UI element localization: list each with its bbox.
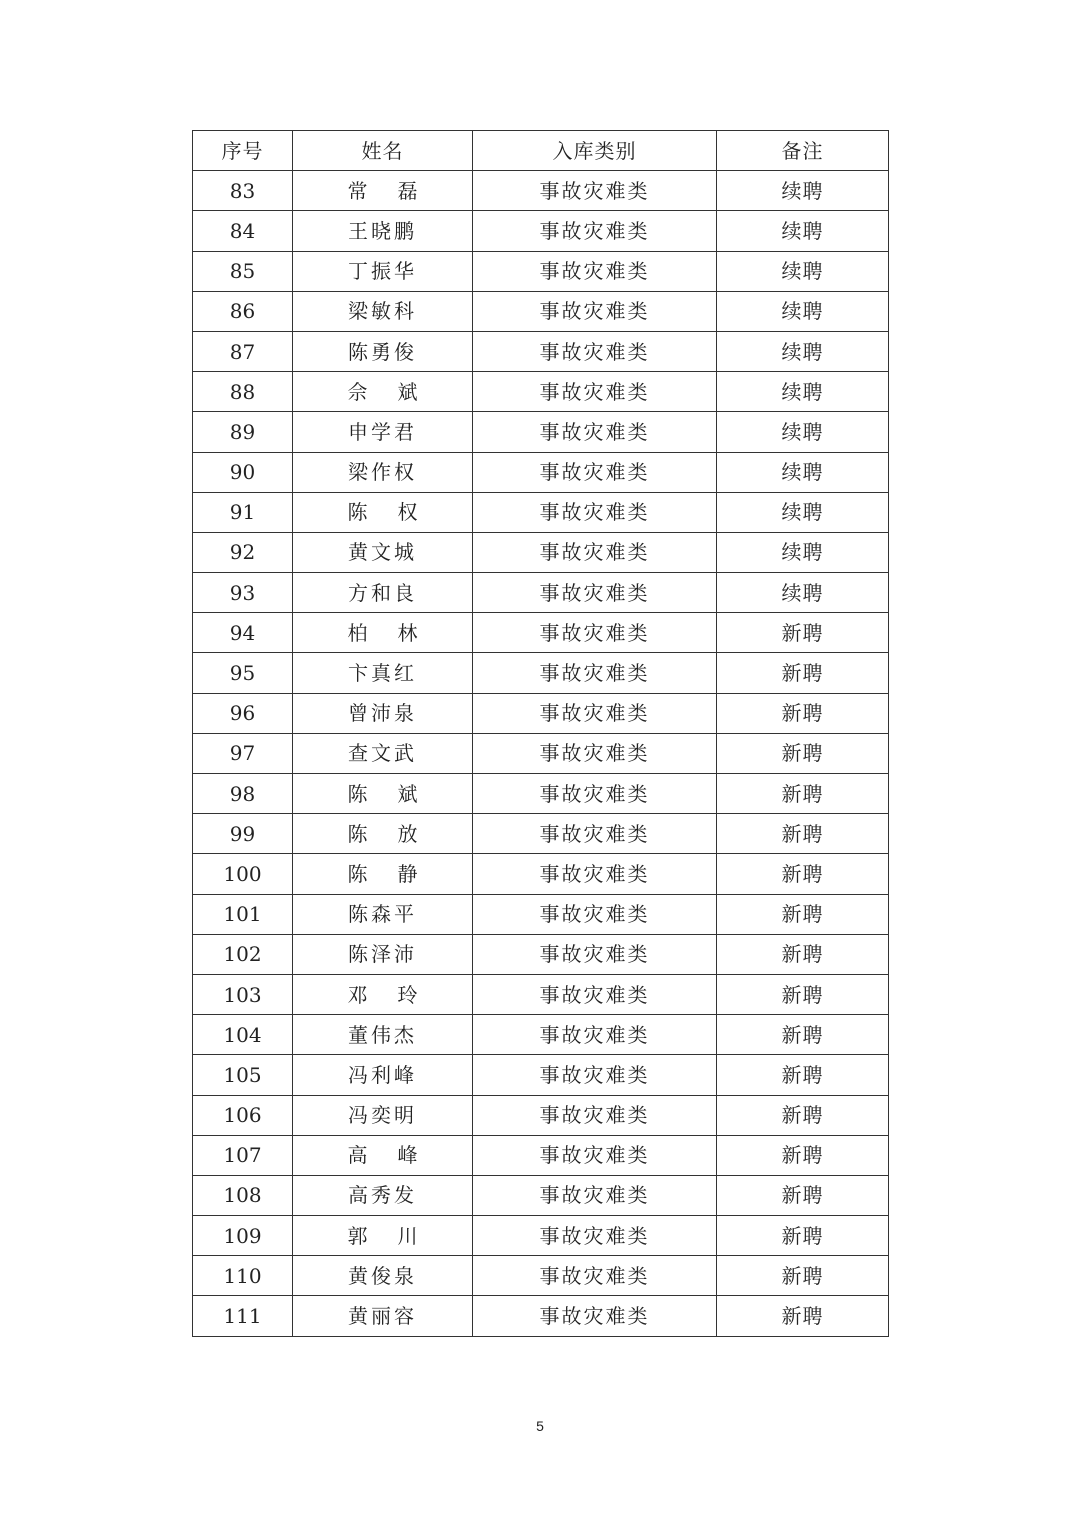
name-cell: 曾沛泉 xyxy=(293,693,473,733)
header-name: 姓名 xyxy=(293,131,473,171)
table-row xyxy=(193,331,889,371)
remarks-cell: 新聘 xyxy=(717,774,889,814)
serial-number-cell: 97 xyxy=(193,733,293,773)
name-cell: 黄丽容 xyxy=(293,1296,473,1336)
category-cell: 事故灾难类 xyxy=(473,452,717,492)
category-cell: 事故灾难类 xyxy=(473,774,717,814)
table-row xyxy=(193,974,889,1014)
name-cell: 高秀发 xyxy=(293,1175,473,1215)
page-number: 5 xyxy=(536,1418,544,1434)
name-cell: 黄俊泉 xyxy=(293,1256,473,1296)
table-row xyxy=(193,211,889,251)
table-row xyxy=(193,1175,889,1215)
table-row xyxy=(193,894,889,934)
serial-number-cell: 96 xyxy=(193,693,293,733)
category-cell: 事故灾难类 xyxy=(473,974,717,1014)
category-cell: 事故灾难类 xyxy=(473,1216,717,1256)
remarks-cell: 续聘 xyxy=(717,372,889,412)
remarks-cell: 新聘 xyxy=(717,1216,889,1256)
table-row xyxy=(193,251,889,291)
category-cell: 事故灾难类 xyxy=(473,372,717,412)
table-row xyxy=(193,452,889,492)
serial-number-cell: 102 xyxy=(193,934,293,974)
category-cell: 事故灾难类 xyxy=(473,573,717,613)
table-row xyxy=(193,733,889,773)
category-cell: 事故灾难类 xyxy=(473,492,717,532)
table-header xyxy=(193,131,889,171)
remarks-cell: 续聘 xyxy=(717,291,889,331)
remarks-cell: 新聘 xyxy=(717,1055,889,1095)
serial-number-cell: 86 xyxy=(193,291,293,331)
table-row xyxy=(193,1055,889,1095)
table-row xyxy=(193,1216,889,1256)
name-cell: 常磊 xyxy=(293,171,473,211)
name-cell: 柏林 xyxy=(293,613,473,653)
serial-number-cell: 107 xyxy=(193,1135,293,1175)
serial-number-cell: 100 xyxy=(193,854,293,894)
name-cell: 陈斌 xyxy=(293,774,473,814)
name-cell: 邓玲 xyxy=(293,974,473,1014)
name-cell: 郭川 xyxy=(293,1216,473,1256)
name-cell: 陈放 xyxy=(293,814,473,854)
category-cell: 事故灾难类 xyxy=(473,251,717,291)
table-row xyxy=(193,934,889,974)
table-row xyxy=(193,1095,889,1135)
remarks-cell: 续聘 xyxy=(717,412,889,452)
table-row xyxy=(193,774,889,814)
name-cell: 佘斌 xyxy=(293,372,473,412)
serial-number-cell: 101 xyxy=(193,894,293,934)
serial-number-cell: 88 xyxy=(193,372,293,412)
name-cell: 陈勇俊 xyxy=(293,331,473,371)
serial-number-cell: 104 xyxy=(193,1015,293,1055)
serial-number-cell: 93 xyxy=(193,573,293,613)
remarks-cell: 续聘 xyxy=(717,532,889,572)
category-cell: 事故灾难类 xyxy=(473,532,717,572)
serial-number-cell: 89 xyxy=(193,412,293,452)
category-cell: 事故灾难类 xyxy=(473,814,717,854)
category-cell: 事故灾难类 xyxy=(473,1055,717,1095)
remarks-cell: 新聘 xyxy=(717,1015,889,1055)
remarks-cell: 新聘 xyxy=(717,613,889,653)
category-cell: 事故灾难类 xyxy=(473,733,717,773)
serial-number-cell: 91 xyxy=(193,492,293,532)
serial-number-cell: 98 xyxy=(193,774,293,814)
name-cell: 高峰 xyxy=(293,1135,473,1175)
category-cell: 事故灾难类 xyxy=(473,693,717,733)
category-cell: 事故灾难类 xyxy=(473,1015,717,1055)
serial-number-cell: 109 xyxy=(193,1216,293,1256)
serial-number-cell: 83 xyxy=(193,171,293,211)
remarks-cell: 续聘 xyxy=(717,171,889,211)
header-serial-number: 序号 xyxy=(193,131,293,171)
category-cell: 事故灾难类 xyxy=(473,291,717,331)
name-cell: 申学君 xyxy=(293,412,473,452)
remarks-cell: 续聘 xyxy=(717,331,889,371)
serial-number-cell: 92 xyxy=(193,532,293,572)
category-cell: 事故灾难类 xyxy=(473,1256,717,1296)
table-row xyxy=(193,1256,889,1296)
table-row xyxy=(193,653,889,693)
name-cell: 冯奕明 xyxy=(293,1095,473,1135)
category-cell: 事故灾难类 xyxy=(473,1175,717,1215)
serial-number-cell: 105 xyxy=(193,1055,293,1095)
category-cell: 事故灾难类 xyxy=(473,211,717,251)
remarks-cell: 新聘 xyxy=(717,1175,889,1215)
name-cell: 查文武 xyxy=(293,733,473,773)
table-row xyxy=(193,291,889,331)
table-row xyxy=(193,372,889,412)
name-cell: 陈泽沛 xyxy=(293,934,473,974)
name-cell: 王晓鹏 xyxy=(293,211,473,251)
category-cell: 事故灾难类 xyxy=(473,412,717,452)
remarks-cell: 新聘 xyxy=(717,693,889,733)
serial-number-cell: 110 xyxy=(193,1256,293,1296)
table-row xyxy=(193,1135,889,1175)
name-cell: 陈森平 xyxy=(293,894,473,934)
remarks-cell: 新聘 xyxy=(717,934,889,974)
table-row xyxy=(193,573,889,613)
category-cell: 事故灾难类 xyxy=(473,171,717,211)
serial-number-cell: 106 xyxy=(193,1095,293,1135)
table-row xyxy=(193,693,889,733)
header-category: 入库类别 xyxy=(473,131,717,171)
remarks-cell: 续聘 xyxy=(717,573,889,613)
serial-number-cell: 90 xyxy=(193,452,293,492)
serial-number-cell: 108 xyxy=(193,1175,293,1215)
remarks-cell: 新聘 xyxy=(717,733,889,773)
remarks-cell: 新聘 xyxy=(717,653,889,693)
table-row xyxy=(193,854,889,894)
table-row xyxy=(193,412,889,452)
table-body xyxy=(193,171,889,1336)
name-cell: 董伟杰 xyxy=(293,1015,473,1055)
serial-number-cell: 94 xyxy=(193,613,293,653)
name-cell: 方和良 xyxy=(293,573,473,613)
remarks-cell: 新聘 xyxy=(717,974,889,1014)
name-cell: 陈静 xyxy=(293,854,473,894)
category-cell: 事故灾难类 xyxy=(473,653,717,693)
table-row xyxy=(193,613,889,653)
table-row xyxy=(193,814,889,854)
serial-number-cell: 95 xyxy=(193,653,293,693)
category-cell: 事故灾难类 xyxy=(473,613,717,653)
remarks-cell: 续聘 xyxy=(717,492,889,532)
remarks-cell: 续聘 xyxy=(717,452,889,492)
category-cell: 事故灾难类 xyxy=(473,854,717,894)
remarks-cell: 新聘 xyxy=(717,854,889,894)
name-cell: 梁敏科 xyxy=(293,291,473,331)
serial-number-cell: 84 xyxy=(193,211,293,251)
category-cell: 事故灾难类 xyxy=(473,934,717,974)
remarks-cell: 续聘 xyxy=(717,211,889,251)
table-row xyxy=(193,171,889,211)
name-cell: 陈权 xyxy=(293,492,473,532)
remarks-cell: 新聘 xyxy=(717,1256,889,1296)
remarks-cell: 续聘 xyxy=(717,251,889,291)
name-cell: 黄文城 xyxy=(293,532,473,572)
remarks-cell: 新聘 xyxy=(717,1135,889,1175)
remarks-cell: 新聘 xyxy=(717,1296,889,1336)
category-cell: 事故灾难类 xyxy=(473,1095,717,1135)
remarks-cell: 新聘 xyxy=(717,1095,889,1135)
name-cell: 丁振华 xyxy=(293,251,473,291)
table-row xyxy=(193,492,889,532)
serial-number-cell: 99 xyxy=(193,814,293,854)
table-row xyxy=(193,532,889,572)
category-cell: 事故灾难类 xyxy=(473,1135,717,1175)
header-remarks: 备注 xyxy=(717,131,889,171)
name-cell: 梁作权 xyxy=(293,452,473,492)
category-cell: 事故灾难类 xyxy=(473,894,717,934)
serial-number-cell: 85 xyxy=(193,251,293,291)
remarks-cell: 新聘 xyxy=(717,894,889,934)
header-row xyxy=(193,131,889,171)
name-cell: 冯利峰 xyxy=(293,1055,473,1095)
name-cell: 卞真红 xyxy=(293,653,473,693)
serial-number-cell: 87 xyxy=(193,331,293,371)
serial-number-cell: 103 xyxy=(193,974,293,1014)
serial-number-cell: 111 xyxy=(193,1296,293,1336)
category-cell: 事故灾难类 xyxy=(473,331,717,371)
table-row xyxy=(193,1015,889,1055)
remarks-cell: 新聘 xyxy=(717,814,889,854)
table-row xyxy=(193,1296,889,1336)
category-cell: 事故灾难类 xyxy=(473,1296,717,1336)
roster-table xyxy=(192,130,889,1337)
